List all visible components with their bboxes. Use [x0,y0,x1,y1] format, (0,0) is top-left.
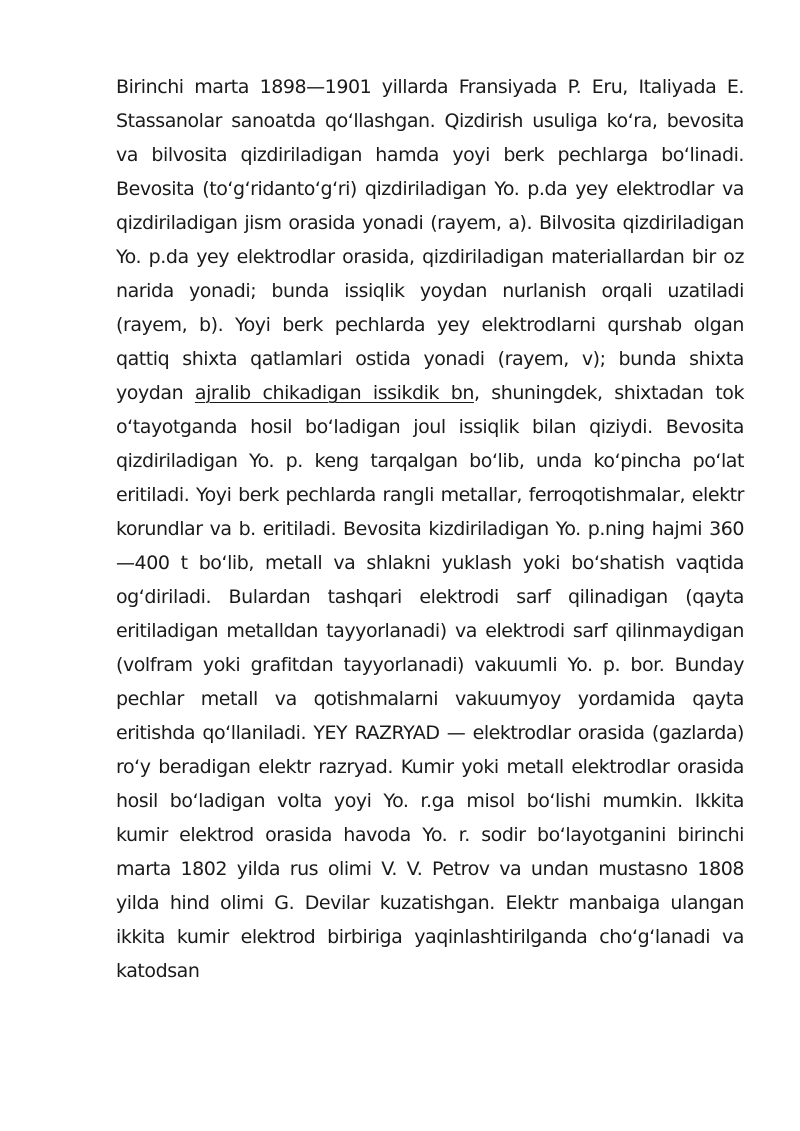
underlined-link-text[interactable]: ajralib chikadigan issikdik bn [194,382,474,404]
paragraph-text-part-2: , shuningdek, shixtadan tok oʻtayotganda hosil boʻladigan joul issiqlik bilan qiziydi. Bevosita qizdiriladigan Yo. p. keng tarqalgan boʻlib, unda koʻpincha poʻlat eritiladi. Yoyi berk pechlarda rangli metallar, ferroqotishmalar, elektr korundlar va b. eritiladi. Bevosita kizdiriladigan Yo. p.ning hajmi 360—400 t boʻlib, metall va shlakni yuklash yoki boʻshatish vaqtida ogʻdiriladi. Bulardan tashqari elektrodi sarf qilinadigan (qayta eritiladigan metalldan tayyorlanadi) va elektrodi sarf qilinmaydigan (volfram yoki grafitdan tayyorlanadi) vakuumli Yo. p. bor. Bunday pechlar metall va qotishmalarni vakuumyoy yordamida qayta eritishda qoʻllaniladi. YEY RAZRYAD — elektrodlar orasida (gazlarda) roʻy beradigan elektr razryad. Kumir yoki metall elektrodlar orasida hosil boʻladigan volta yoyi Yo. r.ga misol boʻlishi mumkin. Ikkita kumir elektrod orasida havoda Yo. r. sodir boʻlayotganini birinchi marta 1802 yilda rus olimi V. V. Petrov va undan mustasno 1808 yilda hind olimi G. Devilar kuzatishgan. Elektr manbaiga ulangan ikkita kumir elektrod birbiriga yaqinlashtirilganda choʻgʻlanadi va katodsan [116,382,744,982]
body-paragraph [116,70,744,988]
paragraph-text-part-1: Birinchi marta 1898—1901 yillarda Fransiyada P. Eru, Italiyada E. Stassanolar sanoatda qoʻllashgan. Qizdirish usuliga koʻra, bevosita va bilvosita qizdiriladigan hamda yoyi berk pechlarga boʻlinadi. Bevosita (toʻgʻridantoʻgʻri) qizdiriladigan Yo. p.da yey elektrodlar va qizdiriladigan jism orasida yonadi (rayem, a). Bilvosita qizdiriladigan Yo. p.da yey elektrodlar orasida, qizdiriladigan materiallardan bir oz narida yonadi; bunda issiqlik yoydan nurlanish orqali uzatiladi (rayem, b). Yoyi berk pechlarda yey elektrodlarni qurshab olgan qattiq shixta qatlamlari ostida yonadi (rayem, v); bunda shixta yoydan [116,76,744,404]
